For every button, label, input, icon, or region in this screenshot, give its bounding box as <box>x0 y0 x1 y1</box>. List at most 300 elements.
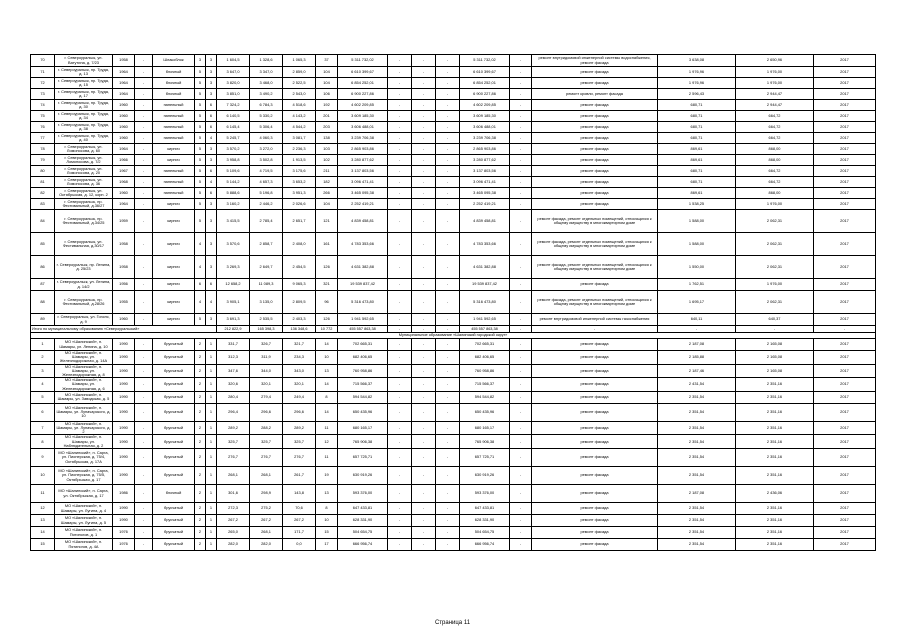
address-cell: г. Североуральск, ул. Ломоносова, д. 60 <box>55 144 113 155</box>
cost-other: - <box>510 188 532 199</box>
work-type: ремонт фасада, ремонт отдельных помещений, относящихся к общему имуществу в многоквартирном доме <box>532 291 658 314</box>
row-number: 79 <box>31 155 55 166</box>
living-area: 298,9 <box>250 485 283 503</box>
row-number: 71 <box>31 67 55 78</box>
living-area: 11 089,3 <box>250 279 283 291</box>
cost-federal: - <box>388 291 412 314</box>
living-area: 6 784,3 <box>250 100 283 111</box>
work-type: ремонт фасада <box>532 485 658 503</box>
total-area: 325,7 <box>217 435 250 449</box>
floors: 2 <box>195 378 206 392</box>
cost-other: - <box>510 233 532 256</box>
unit-cost: 640,11 <box>658 314 736 326</box>
cost-other: - <box>510 391 532 403</box>
unit-cost-limit: 2 351,16 <box>736 515 814 527</box>
cost-municipal: - <box>436 539 460 551</box>
work-type: ремонт фасада <box>532 199 658 210</box>
cost-owners: 593 376,00 <box>460 485 510 503</box>
unit-cost: 2 187,46 <box>658 364 736 378</box>
cost-regional: - <box>412 144 436 155</box>
cost-owners: 2 252 419,21 <box>460 199 510 210</box>
private-area: 3 653,2 <box>283 177 316 188</box>
table-row <box>31 485 876 503</box>
cost-federal: - <box>388 210 412 233</box>
work-type: ремонт фасада <box>532 122 658 133</box>
year-renovated: - <box>135 199 153 210</box>
unit-cost: 2 351,54 <box>658 421 736 435</box>
year-built: 1986 <box>113 485 135 503</box>
wall-material: брусчатый <box>153 364 195 378</box>
plan-year: 2017 <box>814 144 876 155</box>
entrances: 3 <box>206 314 217 326</box>
total-area: 3 415,5 <box>217 210 250 233</box>
cost-municipal: - <box>436 351 460 365</box>
cost-regional: - <box>412 539 436 551</box>
total-area: 331,7 <box>217 339 250 351</box>
year-renovated: - <box>135 291 153 314</box>
row-number: 14 <box>31 527 55 539</box>
year-renovated: - <box>135 210 153 233</box>
entrances: 3 <box>206 144 217 155</box>
total-area: 12 658,2 <box>217 279 250 291</box>
cost-other: - <box>510 133 532 144</box>
cost-other: - <box>510 515 532 527</box>
cost-regional: - <box>412 177 436 188</box>
cost-federal: - <box>388 539 412 551</box>
cost-federal: - <box>388 339 412 351</box>
wall-material: панельный <box>153 111 195 122</box>
cost-regional: - <box>412 449 436 467</box>
row-number: 84 <box>31 210 55 233</box>
floors: 4 <box>195 233 206 256</box>
wall-material: блочный <box>153 67 195 78</box>
address-cell: МО «Шалинский», п. Шамары, ул. Луначарского, д. 10 <box>55 403 113 421</box>
entrances: 3 <box>206 67 217 78</box>
wall-material: кирпич <box>153 279 195 291</box>
cost-owners: 504 654,75 <box>460 527 510 539</box>
unit-cost-limit: 2 351,16 <box>736 378 814 392</box>
floors: 2 <box>195 485 206 503</box>
plan-year: 2017 <box>814 485 876 503</box>
row-number: 11 <box>31 485 55 503</box>
address-cell: г. Североуральск, пр. Труда, д. 15 <box>55 78 113 89</box>
total-cost: 3 606 488,01 <box>338 122 388 133</box>
work-type: ремонт кровли, ремонт фасада <box>532 89 658 100</box>
floors: 5 <box>195 199 206 210</box>
total-cost: 3 137 803,56 <box>338 166 388 177</box>
table-row <box>31 155 876 166</box>
total-year: - <box>814 326 876 333</box>
entrances: 1 <box>206 467 217 485</box>
address-cell: г. Североуральск, ул. Гоголя, д. 9 <box>55 314 113 326</box>
private-area: 296,6 <box>283 403 316 421</box>
floors: 5 <box>195 67 206 78</box>
wall-material: брусчатый <box>153 339 195 351</box>
private-area: 261,7 <box>283 467 316 485</box>
plan-year: 2017 <box>814 403 876 421</box>
table-row <box>31 527 876 539</box>
private-area: 4 544,2 <box>283 122 316 133</box>
living-area: 288,2 <box>250 421 283 435</box>
residents: 37 <box>316 55 338 67</box>
cost-regional: - <box>412 339 436 351</box>
cost-regional: - <box>412 485 436 503</box>
year-renovated: - <box>135 188 153 199</box>
wall-material: брусчатый <box>153 515 195 527</box>
total-cost: 3 239 706,38 <box>338 133 388 144</box>
table-row <box>31 539 876 551</box>
year-renovated: - <box>135 364 153 378</box>
cost-owners: 3 239 706,38 <box>460 133 510 144</box>
year-built: 1960 <box>113 133 135 144</box>
floors: 6 <box>195 279 206 291</box>
cost-municipal: - <box>436 144 460 155</box>
living-area: 2 535,5 <box>250 314 283 326</box>
living-area: 268,1 <box>250 527 283 539</box>
unit-cost-limit: 1 976,00 <box>736 67 814 78</box>
cost-regional: - <box>412 55 436 67</box>
cost-municipal: - <box>436 100 460 111</box>
address-cell: г. Североуральск, пр. Труда, д. 13 <box>55 67 113 78</box>
wall-material: кирпич <box>153 199 195 210</box>
floors: 5 <box>195 155 206 166</box>
work-type: ремонт фасада, ремонт отдельных помещений, относящихся к общему имуществу в многоквартирном доме <box>532 233 658 256</box>
wall-material: блочный <box>153 78 195 89</box>
cost-other: - <box>510 144 532 155</box>
year-built: 1990 <box>113 339 135 351</box>
entrances: 6 <box>206 188 217 199</box>
entrances: 1 <box>206 364 217 378</box>
wall-material: брусчатый <box>153 421 195 435</box>
wall-material: панельный <box>153 122 195 133</box>
total-cost: 593 376,00 <box>338 485 388 503</box>
cost-owners: 19 539 837,42 <box>460 279 510 291</box>
entrances: 6 <box>206 100 217 111</box>
cost-other: - <box>510 378 532 392</box>
cost-other: - <box>510 210 532 233</box>
unit-cost: 2 351,54 <box>658 515 736 527</box>
living-area: 344,0 <box>250 364 283 378</box>
plan-year: 2017 <box>814 339 876 351</box>
work-type: ремонт фасада <box>532 133 658 144</box>
private-area: 320,1 <box>283 378 316 392</box>
cost-federal: - <box>388 503 412 515</box>
table-row <box>31 279 876 291</box>
entrances: 3 <box>206 155 217 166</box>
cost-federal: - <box>388 527 412 539</box>
row-number: 12 <box>31 503 55 515</box>
cost-municipal: - <box>436 133 460 144</box>
private-area: 2 859,0 <box>283 67 316 78</box>
plan-year: 2017 <box>814 122 876 133</box>
cost-owners: 630 919,26 <box>460 467 510 485</box>
wall-material: Шлакоблок <box>153 55 195 67</box>
table-row <box>31 364 876 378</box>
table-row <box>31 314 876 326</box>
unit-cost-limit: 2 351,16 <box>736 391 814 403</box>
year-built: 1968 <box>113 177 135 188</box>
private-area: 325,7 <box>283 435 316 449</box>
total-area: 3 269,3 <box>217 256 250 279</box>
unit-cost-limit: 868,00 <box>736 144 814 155</box>
entrances: 6 <box>206 166 217 177</box>
floors: 2 <box>195 467 206 485</box>
total-cost: 1 941 592,65 <box>338 314 388 326</box>
year-built: 1990 <box>113 435 135 449</box>
row-number: 13 <box>31 515 55 527</box>
table-row <box>31 188 876 199</box>
entrances: 3 <box>206 78 217 89</box>
plan-year: 2017 <box>814 364 876 378</box>
row-number: 70 <box>31 55 55 67</box>
total-area: 296,4 <box>217 403 250 421</box>
wall-material: панельный <box>153 166 195 177</box>
wall-material: брусчатый <box>153 403 195 421</box>
year-renovated: - <box>135 435 153 449</box>
unit-cost: 869,61 <box>658 188 736 199</box>
work-type: ремонт фасада <box>532 503 658 515</box>
address-cell: МО «Шалинский», п. Шамары, ул. Лугина, д. 5 <box>55 515 113 527</box>
floors: 2 <box>195 515 206 527</box>
work-type: ремонт фасада <box>532 378 658 392</box>
table-row <box>31 89 876 100</box>
table-row <box>31 233 876 256</box>
cost-owners: 6 900 227,86 <box>460 89 510 100</box>
living-area: 2 446,2 <box>250 199 283 210</box>
residents: 211 <box>316 166 338 177</box>
unit-cost: 1 588,00 <box>658 233 736 256</box>
table-row <box>31 256 876 279</box>
cost-municipal: - <box>436 467 460 485</box>
living-area: 2 858,7 <box>250 233 283 256</box>
cost-federal: - <box>388 122 412 133</box>
row-number: 74 <box>31 100 55 111</box>
living-area: 2 649,7 <box>250 256 283 279</box>
work-type: ремонт фасада <box>532 111 658 122</box>
floors: 5 <box>195 166 206 177</box>
wall-material: панельный <box>153 177 195 188</box>
row-number: 6 <box>31 403 55 421</box>
work-type: ремонт фасада <box>532 144 658 155</box>
total-cost: 657 725,71 <box>338 449 388 467</box>
entrances: 1 <box>206 503 217 515</box>
work-type: ремонт фасада <box>532 421 658 435</box>
address-cell: г. Североуральск, ул. Ломоносова, д. 20 <box>55 166 113 177</box>
row-number: 1 <box>31 339 55 351</box>
year-built: 1990 <box>113 391 135 403</box>
year-built: 1964 <box>113 78 135 89</box>
unit-cost-limit: 868,00 <box>736 188 814 199</box>
cost-regional: - <box>412 503 436 515</box>
cost-regional: - <box>412 210 436 233</box>
row-number: 78 <box>31 144 55 155</box>
unit-cost-limit: 2 351,16 <box>736 403 814 421</box>
total-area: 5 245,7 <box>217 133 250 144</box>
cost-other: - <box>510 166 532 177</box>
private-area: 249,4 <box>283 391 316 403</box>
address-cell: г. Североуральск, ул. Фестивальная, д.30/17 <box>55 233 113 256</box>
work-type: ремонт фасада <box>532 515 658 527</box>
floors: 2 <box>195 503 206 515</box>
table-row <box>31 210 876 233</box>
residents: 96 <box>316 291 338 314</box>
entrances: 1 <box>206 403 217 421</box>
total-work: - <box>532 326 658 333</box>
living-area: 267,2 <box>250 515 283 527</box>
unit-cost-limit: 2 351,16 <box>736 421 814 435</box>
total-cost: 682 406,65 <box>338 351 388 365</box>
entrances: 1 <box>206 485 217 503</box>
cost-regional: - <box>412 403 436 421</box>
residents: 8 <box>316 391 338 403</box>
total-area: 7 324,2 <box>217 100 250 111</box>
entrances: 1 <box>206 391 217 403</box>
plan-year: 2017 <box>814 111 876 122</box>
total-unit-cost: - <box>658 326 736 333</box>
cost-regional: - <box>412 467 436 485</box>
address-cell: г. Североуральск, пр. Труда, д. 34 <box>55 111 113 122</box>
cost-owners: 4 602 209,85 <box>460 100 510 111</box>
row-number: 82 <box>31 188 55 199</box>
total-cost: 594 544,82 <box>338 391 388 403</box>
plan-year: 2017 <box>814 155 876 166</box>
total-area: 3 820,0 <box>217 78 250 89</box>
entrances: 1 <box>206 435 217 449</box>
cost-other: - <box>510 467 532 485</box>
unit-cost-limit: 2 062,31 <box>736 233 814 256</box>
private-area: 4 143,2 <box>283 111 316 122</box>
table-row <box>31 378 876 392</box>
wall-material: блочный <box>153 485 195 503</box>
living-area: 282,0 <box>250 539 283 551</box>
address-cell: МО «Шалинский», п. Шамары, ул. Ленина, д. 10 <box>55 339 113 351</box>
total-cost: 3 096 471,41 <box>338 177 388 188</box>
work-type: ремонт фасада <box>532 527 658 539</box>
row-number: 10 <box>31 467 55 485</box>
unit-cost-limit: 640,37 <box>736 314 814 326</box>
table-row <box>31 421 876 435</box>
residents: 102 <box>316 155 338 166</box>
cost-federal: - <box>388 421 412 435</box>
total-area: 347,6 <box>217 364 250 378</box>
cost-owners: 3 280 877,62 <box>460 155 510 166</box>
row-number: 89 <box>31 314 55 326</box>
cost-regional: - <box>412 89 436 100</box>
cost-regional: - <box>412 527 436 539</box>
cost-other: - <box>510 485 532 503</box>
unit-cost-limit: 2 351,16 <box>736 435 814 449</box>
floors: 5 <box>195 210 206 233</box>
year-built: 1990 <box>113 351 135 365</box>
unit-cost-limit: 664,72 <box>736 122 814 133</box>
year-built: 1960 <box>113 111 135 122</box>
living-area: 5 306,4 <box>250 122 283 133</box>
living-area: 3 468,0 <box>250 78 283 89</box>
private-area: 171,7 <box>283 527 316 539</box>
cost-owners: 4 839 458,81 <box>460 210 510 233</box>
cost-other: - <box>510 539 532 551</box>
cost-municipal: - <box>436 515 460 527</box>
cost-other: - <box>510 503 532 515</box>
year-built: 1990 <box>113 503 135 515</box>
cost-regional: - <box>412 166 436 177</box>
address-cell: г. Североуральск, ул. Ленина, д. 14/2 <box>55 279 113 291</box>
year-renovated: - <box>135 339 153 351</box>
unit-cost: 1 538,25 <box>658 199 736 210</box>
wall-material: панельный <box>153 188 195 199</box>
year-renovated: - <box>135 256 153 279</box>
cost-municipal: - <box>436 199 460 210</box>
cost-federal: - <box>388 378 412 392</box>
residents: 11 <box>316 421 338 435</box>
address-cell: МО «Шалинский», п. Шамары, ул. Железнодорожная, д. 6 <box>55 378 113 392</box>
year-renovated: - <box>135 89 153 100</box>
wall-material: брусчатый <box>153 391 195 403</box>
year-built: 1964 <box>113 144 135 155</box>
unit-cost: 1 588,00 <box>658 210 736 233</box>
cost-other: - <box>510 122 532 133</box>
plan-year: 2017 <box>814 166 876 177</box>
entrances: 1 <box>206 339 217 351</box>
total-label: Итого по муниципальному образованию «Североуральский» <box>31 326 217 333</box>
unit-cost-limit: 2 351,16 <box>736 449 814 467</box>
private-area: 2 236,3 <box>283 144 316 155</box>
year-renovated: - <box>135 122 153 133</box>
year-renovated: - <box>135 503 153 515</box>
total-cost: 504 654,75 <box>338 527 388 539</box>
unit-cost-limit: 664,72 <box>736 166 814 177</box>
year-built: 1964 <box>113 67 135 78</box>
unit-cost-limit: 2 351,16 <box>736 503 814 515</box>
address-cell: г. Североуральск, пр. Фестивальный, д.34/25 <box>55 210 113 233</box>
cost-owners: 4 631 382,88 <box>460 256 510 279</box>
cost-owners: 3 096 471,41 <box>460 177 510 188</box>
cost-municipal: - <box>436 291 460 314</box>
cost-municipal: - <box>436 233 460 256</box>
total-area: 272,3 <box>217 503 250 515</box>
row-number: 86 <box>31 256 55 279</box>
total-cost-reg: - <box>412 326 436 333</box>
unit-cost-limit: 664,72 <box>736 133 814 144</box>
living-area: 5 196,8 <box>250 188 283 199</box>
unit-cost: 2 187,08 <box>658 485 736 503</box>
document-page <box>30 54 875 551</box>
section-title: Муниципальное образование «Шалинский городской округ» <box>31 333 876 339</box>
unit-cost: 1 762,51 <box>658 279 736 291</box>
living-area: 320,1 <box>250 378 283 392</box>
address-cell: г. Североуральск, пр. Фестивальный, д.36/27 <box>55 199 113 210</box>
residents: 17 <box>316 539 338 551</box>
unit-cost-limit: 2 165,08 <box>736 351 814 365</box>
cost-owners: 715 566,37 <box>460 378 510 392</box>
unit-cost: 2 351,54 <box>658 391 736 403</box>
plan-year: 2017 <box>814 55 876 67</box>
year-renovated: - <box>135 539 153 551</box>
living-area: 276,7 <box>250 449 283 467</box>
private-area: 343,0 <box>283 364 316 378</box>
row-number: 9 <box>31 449 55 467</box>
cost-regional: - <box>412 199 436 210</box>
work-type: ремонт фасада <box>532 364 658 378</box>
wall-material: панельный <box>153 100 195 111</box>
cost-owners: 594 544,82 <box>460 391 510 403</box>
plan-year: 2017 <box>814 199 876 210</box>
address-cell: г. Североуральск, ул. Ломоносова, д. 7/2 <box>55 155 113 166</box>
address-cell: МО «Шалинский», п. Сарга, ул. Пионерская, д. 75/5, Октябрьская, д. 17 <box>55 467 113 485</box>
cost-other: - <box>510 339 532 351</box>
row-number: 81 <box>31 177 55 188</box>
wall-material: брусчатый <box>153 378 195 392</box>
